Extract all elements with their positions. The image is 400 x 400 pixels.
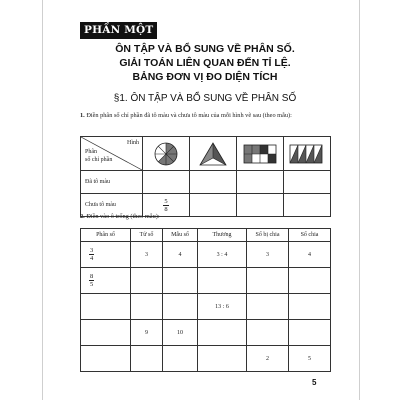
triangles-strip-icon: [289, 144, 325, 164]
fraction-cell: [81, 268, 131, 294]
table-cell: 3: [131, 242, 163, 268]
table-row: [81, 294, 331, 320]
table-cell: 4: [289, 242, 331, 268]
answer-cell[interactable]: [163, 294, 198, 320]
heading-line-2: GIẢI TOÁN LIÊN QUAN ĐẾN TỈ LỆ.: [119, 57, 291, 69]
corner-label-fraction: [85, 149, 112, 164]
table-cell: 10: [163, 320, 198, 346]
exercise-1-prompt: [80, 112, 330, 121]
page-edge-left: [42, 0, 43, 400]
table-row: [81, 346, 331, 372]
exercise-2-number: 2.: [80, 213, 85, 220]
answer-cell[interactable]: [131, 294, 163, 320]
exercise-1-text: Điền phân số chỉ phần đã tô màu và chưa tô màu của mỗi hình vẽ sau (theo mẫu):: [86, 112, 292, 119]
exercise-1-number: 1.: [80, 112, 85, 119]
triangles-strip-cell: [284, 137, 331, 171]
grid-squares-cell: [237, 137, 284, 171]
circle-eighths-icon: [153, 141, 179, 167]
answer-cell[interactable]: [143, 171, 190, 194]
table-cell: 3: [247, 242, 289, 268]
fraction: [89, 247, 94, 262]
exercise-2-prompt: [80, 213, 330, 222]
answer-cell[interactable]: [247, 320, 289, 346]
fraction-denominator: 5: [90, 281, 94, 288]
answer-cell[interactable]: [81, 294, 131, 320]
column-header: Phân số: [81, 229, 131, 242]
row-label-shaded: Đã tô màu: [81, 171, 143, 194]
section-title: §1. ÔN TẬP VÀ BỔ SUNG VỀ PHÂN SỐ: [113, 93, 297, 104]
table-row: [81, 268, 331, 294]
answer-cell[interactable]: [198, 320, 247, 346]
table-row: [81, 171, 331, 194]
answer-cell[interactable]: [163, 346, 198, 372]
answer-cell[interactable]: [237, 171, 284, 194]
answer-cell[interactable]: [289, 268, 331, 294]
table-row: [81, 242, 331, 268]
answer-cell[interactable]: [247, 294, 289, 320]
answer-cell[interactable]: [198, 346, 247, 372]
answer-cell[interactable]: [131, 268, 163, 294]
page-edge-right: [359, 0, 360, 400]
table-cell: 5: [289, 346, 331, 372]
answer-cell[interactable]: [190, 171, 237, 194]
grid-squares-icon: [243, 144, 277, 164]
corner-label-fraction-line2: số chỉ phần: [85, 156, 113, 163]
answer-cell[interactable]: [289, 320, 331, 346]
page-number: 5: [312, 378, 317, 387]
corner-header: [81, 137, 143, 171]
corner-label-fraction-line1: Phân: [85, 149, 97, 155]
table-row: [81, 137, 331, 171]
fraction-denominator: 8: [164, 205, 168, 213]
answer-cell[interactable]: [163, 268, 198, 294]
column-header: Mẫu số: [163, 229, 198, 242]
answer-cell[interactable]: [247, 268, 289, 294]
fraction-numerator: 3: [90, 247, 94, 254]
column-header: Tử số: [131, 229, 163, 242]
answer-cell[interactable]: [81, 346, 131, 372]
triangle-thirds-icon: [198, 141, 228, 167]
fraction-cell: [81, 242, 131, 268]
table-cell: 2: [247, 346, 289, 372]
exercise-2-text: Điền vào ô trống (theo mẫu):: [86, 213, 160, 220]
table-cell: 4: [163, 242, 198, 268]
answer-cell[interactable]: [81, 320, 131, 346]
fraction-numerator: 8: [90, 273, 94, 280]
row-label-unshaded: Chưa tô màu: [81, 194, 143, 217]
fraction-numerator: 5: [164, 197, 168, 205]
table-header-row: [81, 229, 331, 242]
answer-cell[interactable]: [284, 171, 331, 194]
answer-cell[interactable]: [131, 346, 163, 372]
fraction: [89, 273, 94, 288]
heading-line-1: ÔN TẬP VÀ BỔ SUNG VỀ PHÂN SỐ.: [115, 43, 295, 55]
answer-cell[interactable]: [198, 268, 247, 294]
triangle-thirds-cell: [190, 137, 237, 171]
table-row: [81, 320, 331, 346]
table-cell: 13 : 6: [198, 294, 247, 320]
part-label: PHẦN MỘT: [80, 22, 157, 39]
heading-line-3: BẢNG ĐƠN VỊ ĐO DIỆN TÍCH: [132, 71, 278, 83]
exercise-1-table: [80, 136, 331, 217]
table-cell: 9: [131, 320, 163, 346]
circle-eighths-cell: [143, 137, 190, 171]
exercise-2-table: [80, 228, 331, 372]
answer-cell[interactable]: [289, 294, 331, 320]
fraction-denominator: 4: [90, 255, 94, 262]
column-header: Số bị chia: [247, 229, 289, 242]
corner-label-shape: Hình: [127, 140, 139, 146]
table-cell: 3 : 4: [198, 242, 247, 268]
column-header: Thương: [198, 229, 247, 242]
sample-fraction: [163, 198, 168, 213]
column-header: Số chia: [289, 229, 331, 242]
